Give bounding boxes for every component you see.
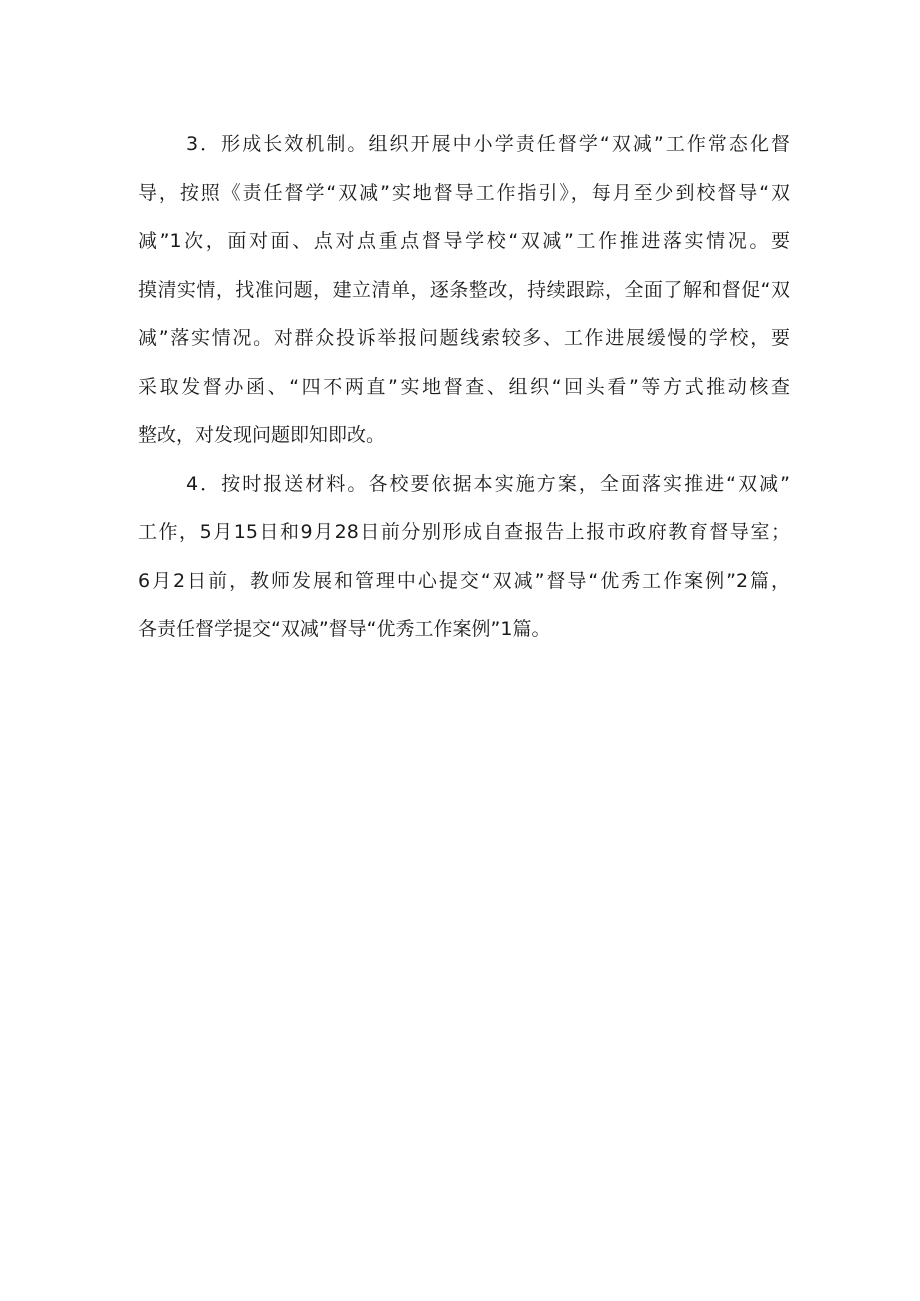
paragraph-line: 工作，5月15日和9月28日前分别形成自查报告上报市政府教育督导室； <box>138 521 790 543</box>
paragraph-long-term-mechanism <box>138 120 790 460</box>
paragraph-line: 摸清实情，找准问题，建立清单，逐条整改，持续跟踪，全面了解和督促“双 <box>138 278 790 301</box>
paragraph-line: 各责任督学提交“双减”督导“优秀工作案例”1篇。 <box>138 618 551 640</box>
paragraph-line: 3．形成长效机制。组织开展中小学责任督学“双减”工作常态化督 <box>186 133 790 155</box>
paragraph-line: 采取发督办函、“四不两直”实地督查、组织“回头看”等方式推动核查 <box>138 375 790 398</box>
document-body <box>138 120 790 654</box>
paragraph-line: 减”1次，面对面、点对点重点督导学校“双减”工作推进落实情况。要 <box>138 230 790 252</box>
paragraph-line: 6月2日前，教师发展和管理中心提交“双减”督导“优秀工作案例”2篇， <box>138 569 790 592</box>
paragraph-line: 导，按照《责任督学“双减”实地督导工作指引》，每月至少到校督导“双 <box>138 181 790 204</box>
paragraph-line: 减”落实情况。对群众投诉举报问题线索较多、工作进展缓慢的学校，要 <box>138 327 790 349</box>
paragraph-line: 整改，对发现问题即知即改。 <box>138 424 386 446</box>
paragraph-line: 4．按时报送材料。各校要依据本实施方案，全面落实推进“双减” <box>186 472 790 495</box>
paragraph-submit-materials <box>138 460 790 654</box>
